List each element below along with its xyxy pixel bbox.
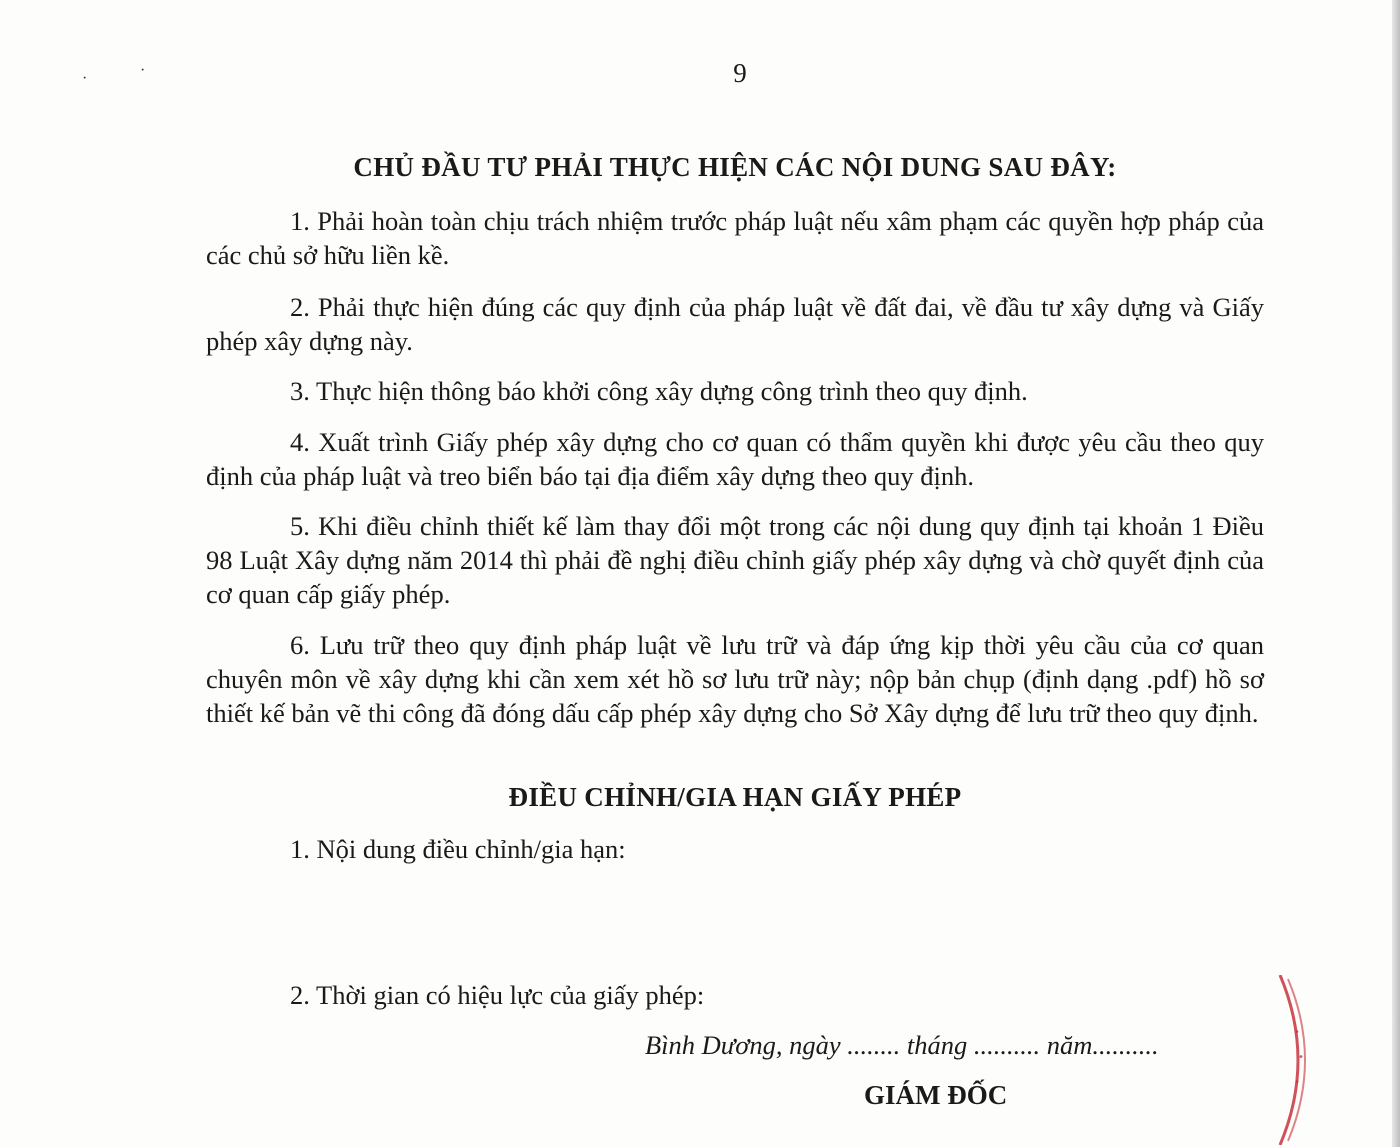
obligation-item-5: 5. Khi điều chỉnh thiết kế làm thay đổi một trong các nội dung quy định tại khoản 1 Điều 98 Luật Xây dựng năm 2014 thì phải đề nghị điều chỉnh giấy phép xây dựng và chờ quyết định của cơ quan cấp giấy phép. bbox=[206, 511, 1264, 609]
amendment-content-label: 1. Nội dung điều chỉnh/gia hạn: bbox=[290, 834, 626, 864]
scan-speck: · bbox=[82, 70, 88, 87]
obligation-item-4: 4. Xuất trình Giấy phép xây dựng cho cơ quan có thẩm quyền khi được yêu cầu theo quy định của pháp luật và treo biển báo tại địa điểm xây dựng theo quy định. bbox=[206, 427, 1264, 491]
svg-text:•: • bbox=[1294, 1027, 1300, 1038]
obligation-item-1: 1. Phải hoàn toàn chịu trách nhiệm trước pháp luật nếu xâm phạm các quyền hợp pháp của các chủ sở hữu liền kề. bbox=[206, 206, 1264, 270]
section-title-obligations: CHỦ ĐẦU TƯ PHẢI THỰC HIỆN CÁC NỘI DUNG SAU ĐÂY: bbox=[353, 152, 1117, 182]
svg-text:•: • bbox=[1298, 1052, 1304, 1063]
validity-period-label: 2. Thời gian có hiệu lực của giấy phép: bbox=[290, 980, 705, 1010]
obligation-item-2: 2. Phải thực hiện đúng các quy định của pháp luật về đất đai, về đầu tư xây dựng và Giấy phép xây dựng này. bbox=[206, 292, 1264, 356]
scan-speck: · bbox=[140, 62, 146, 79]
section-title-amendment: ĐIỀU CHỈNH/GIA HẠN GIẤY PHÉP bbox=[508, 782, 962, 812]
seal-stamp-edge bbox=[1272, 975, 1322, 1145]
date-line: Bình Dương, ngày ........ tháng .......... năm.......... bbox=[645, 1030, 1159, 1060]
scan-edge-shadow bbox=[1392, 0, 1400, 1147]
obligation-item-3: 3. Thực hiện thông báo khởi công xây dựng công trình theo quy định. bbox=[290, 376, 1028, 406]
obligation-item-6: 6. Lưu trữ theo quy định pháp luật về lưu trữ và đáp ứng kịp thời yêu cầu của cơ quan chuyên môn về xây dựng khi cần xem xét hồ sơ lưu trữ này; nộp bản chụp (định dạng .pdf) hồ sơ thiết kế bản vẽ thi công đã đóng dấu cấp phép xây dựng cho Sở Xây dựng để lưu trữ theo quy định. bbox=[206, 630, 1264, 728]
signer-title: GIÁM ĐỐC bbox=[864, 1080, 1008, 1110]
svg-text:•: • bbox=[1294, 1077, 1300, 1088]
page-number: 9 bbox=[733, 58, 747, 88]
